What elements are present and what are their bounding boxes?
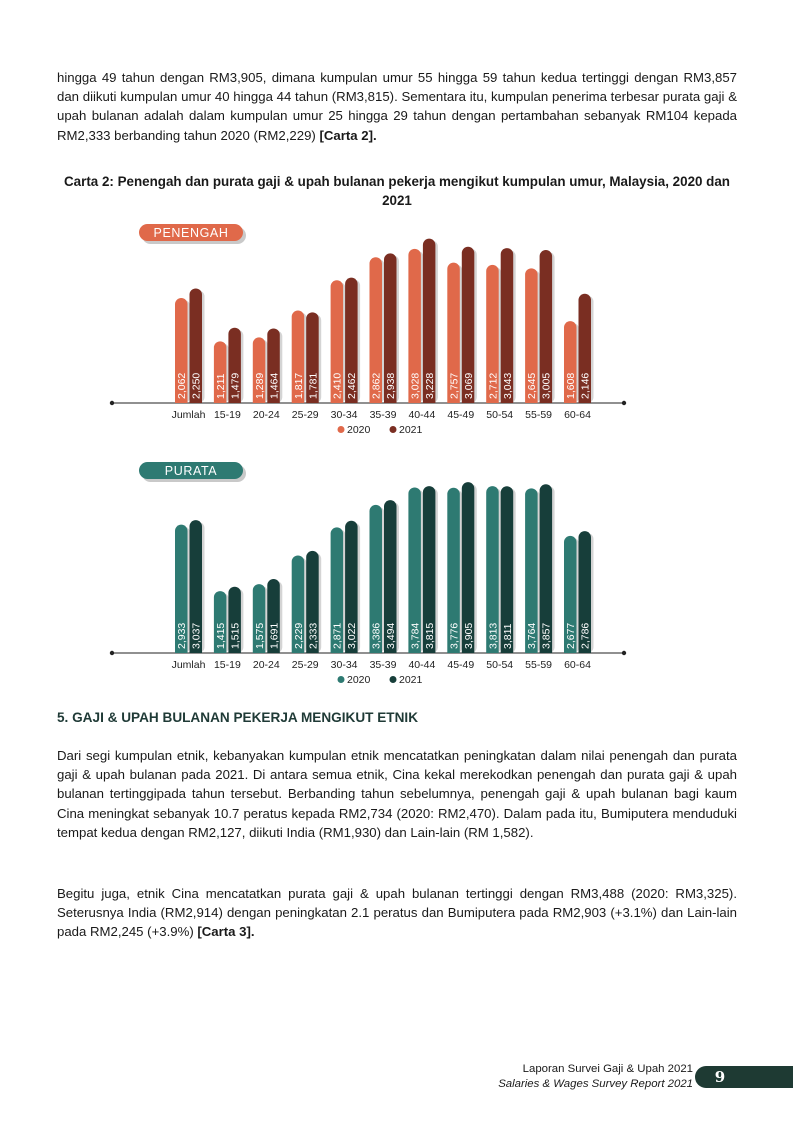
bar-value-label: 2,757 (448, 372, 461, 399)
bar-value-label: 3,005 (540, 372, 553, 399)
bar-value-label: 1,479 (229, 372, 242, 399)
ethnic-paragraph-2 (57, 884, 737, 942)
bar-value-label: 3,815 (423, 622, 436, 649)
bar-value-label: 1,464 (268, 372, 281, 399)
bar-value-label: 2,938 (385, 372, 398, 399)
bar-value-label: 1,211 (214, 373, 227, 399)
bar-value-label: 3,037 (190, 622, 203, 649)
ethnic-paragraph-2-text: Begitu juga, etnik Cina mencatatkan purata gaji & upah bulanan tertinggi dengan RM3,488 (2020: RM3,325). Seterusnya India (RM2,914) dengan peningkatan 2.1 peratus dan Bumiputera pada RM2,903 (+3.1%) dan Lain-lain pada RM2,245 (+3.9%) (57, 886, 737, 940)
x-axis-left-end (110, 401, 114, 405)
bar-value-label: 3,764 (526, 622, 539, 649)
x-tick-label: 35-39 (369, 409, 397, 421)
x-tick-label: 20-24 (252, 659, 280, 671)
legend-swatch-2020 (338, 426, 345, 433)
bar-value-label: 3,776 (448, 622, 461, 649)
bar-value-label: 3,905 (462, 622, 475, 649)
intro-paragraph (57, 68, 737, 145)
section-heading: 5. GAJI & UPAH BULANAN PEKERJA MENGIKUT ETNIK (57, 710, 419, 725)
median-chart-svg (0, 218, 793, 440)
chart-reference: [Carta 2]. (319, 127, 377, 143)
x-tick-label: 20-24 (252, 409, 280, 421)
bar-value-label: 2,933 (176, 622, 189, 649)
x-axis-left-end (110, 651, 114, 655)
bar-value-label: 3,494 (385, 622, 398, 649)
bar-value-label: 3,069 (462, 372, 475, 399)
bar-value-label: 3,811 (501, 623, 514, 649)
bar-value-label: 2,677 (565, 622, 578, 649)
chart-title: Carta 2: Penengah dan purata gaji & upah bulanan pekerja mengikut kumpulan umur, Malaysia, 2020 dan 2021 (64, 174, 730, 208)
legend-label-2020: 2020 (347, 424, 371, 436)
x-tick-label: 30-34 (330, 659, 358, 671)
bar-value-label: 3,043 (501, 372, 514, 399)
intro-text: hingga 49 tahun dengan RM3,905, dimana kumpulan umur 55 hingga 59 tahun kedua tertinggi dengan RM3,857 dan diikuti kumpulan umur 40 hingga 44 tahun (RM3,815). Sementara itu, kumpulan penerima terbesar purata gaji & upah bulanan adalah dalam kumpulan umur 25 hingga 29 tahun dengan pertambahan sebanyak RM104 kepada RM2,333 berbanding tahun 2020 (RM2,229) (57, 70, 737, 143)
footer-report-title (498, 1062, 693, 1092)
x-tick-label: 60-64 (564, 659, 591, 671)
bar-value-label: 1,515 (229, 622, 242, 649)
bar-value-label: 1,691 (268, 622, 281, 649)
x-tick-label: 40-44 (408, 409, 436, 421)
ethnic-paragraph-1: Dari segi kumpulan etnik, kebanyakan kumpulan etnik mencatatkan peningkatan dalam nilai penengah dan purata gaji & upah bulanan pada 2021. Di antara semua etnik, Cina kekal merekodkan penengah dan purata gaji & upah bulanan tertinggipada tahun tersebut. Berbanding tahun sebelumnya, penengah gaji & upah bulanan bagi kaum Cina meningkat sebanyak 10.7 peratus kepada RM2,734 (2020: RM2,470). Dalam pada itu, Bumiputera menduduki tempat kedua dengan RM2,127, diikuti India (RM1,930) dan Lain-lain (RM 1,582). (57, 748, 737, 840)
x-tick-label: 50-54 (486, 659, 514, 671)
x-tick-label: Jumlah (171, 409, 206, 421)
footer-line-malay: Laporan Survei Gaji & Upah 2021 (522, 1063, 693, 1075)
bar-value-label: 3,857 (540, 622, 553, 649)
x-axis-right-end (622, 651, 626, 655)
bar-value-label: 2,645 (526, 372, 539, 399)
legend-label-2021: 2021 (399, 424, 423, 436)
x-tick-label: 25-29 (291, 409, 319, 421)
x-tick-label: 50-54 (486, 409, 514, 421)
bar-value-label: 3,228 (423, 372, 436, 399)
x-axis-right-end (622, 401, 626, 405)
x-tick-label: 15-19 (213, 409, 241, 421)
bar-value-label: 3,386 (370, 622, 383, 649)
bar-value-label: 2,062 (176, 372, 189, 399)
median-chart (0, 218, 793, 440)
bar-value-label: 2,250 (190, 372, 203, 399)
legend-swatch-2020 (338, 676, 345, 683)
bar-value-label: 2,871 (331, 622, 344, 649)
mean-chart-svg (0, 456, 793, 688)
chart-reference-3: [Carta 3]. (197, 924, 255, 940)
bar-value-label: 2,146 (579, 372, 592, 399)
bar-value-label: 2,410 (331, 372, 344, 399)
legend-label-2021: 2021 (399, 674, 423, 686)
bar-value-label: 1,817 (292, 372, 305, 399)
x-tick-label: 45-49 (447, 659, 475, 671)
page-number: 9 (714, 1068, 726, 1086)
chart-badge-label: PURATA (164, 464, 218, 478)
bar-value-label: 2,333 (307, 622, 320, 649)
x-tick-label: 35-39 (369, 659, 397, 671)
page-number-tab (695, 1066, 793, 1088)
bar-value-label: 2,712 (487, 372, 500, 399)
bar-value-label: 1,608 (565, 372, 578, 399)
x-tick-label: Jumlah (171, 659, 206, 671)
x-tick-label: 55-59 (525, 409, 553, 421)
footer-line-english: Salaries & Wages Survey Report 2021 (498, 1078, 693, 1090)
x-tick-label: 45-49 (447, 409, 475, 421)
x-tick-label: 60-64 (564, 409, 591, 421)
bar-value-label: 2,862 (370, 372, 383, 399)
bar-value-label: 3,813 (487, 622, 500, 649)
chart-badge-label: PENENGAH (153, 226, 229, 240)
x-tick-label: 15-19 (213, 659, 241, 671)
bar-value-label: 3,022 (346, 622, 359, 649)
x-tick-label: 25-29 (291, 659, 319, 671)
bar-value-label: 2,229 (292, 622, 305, 649)
bar-value-label: 3,784 (409, 622, 422, 649)
bar-value-label: 1,289 (253, 372, 266, 399)
bar-value-label: 1,415 (214, 622, 227, 649)
bar-value-label: 3,028 (409, 372, 422, 399)
x-tick-label: 55-59 (525, 659, 553, 671)
bar-value-label: 1,781 (307, 372, 320, 399)
x-tick-label: 30-34 (330, 409, 358, 421)
bar-value-label: 2,786 (579, 622, 592, 649)
bar-value-label: 1,575 (253, 622, 266, 649)
mean-chart (0, 456, 793, 688)
bar-value-label: 2,462 (346, 372, 359, 399)
x-tick-label: 40-44 (408, 659, 436, 671)
legend-label-2020: 2020 (347, 674, 371, 686)
legend-swatch-2021 (390, 676, 397, 683)
legend-swatch-2021 (390, 426, 397, 433)
